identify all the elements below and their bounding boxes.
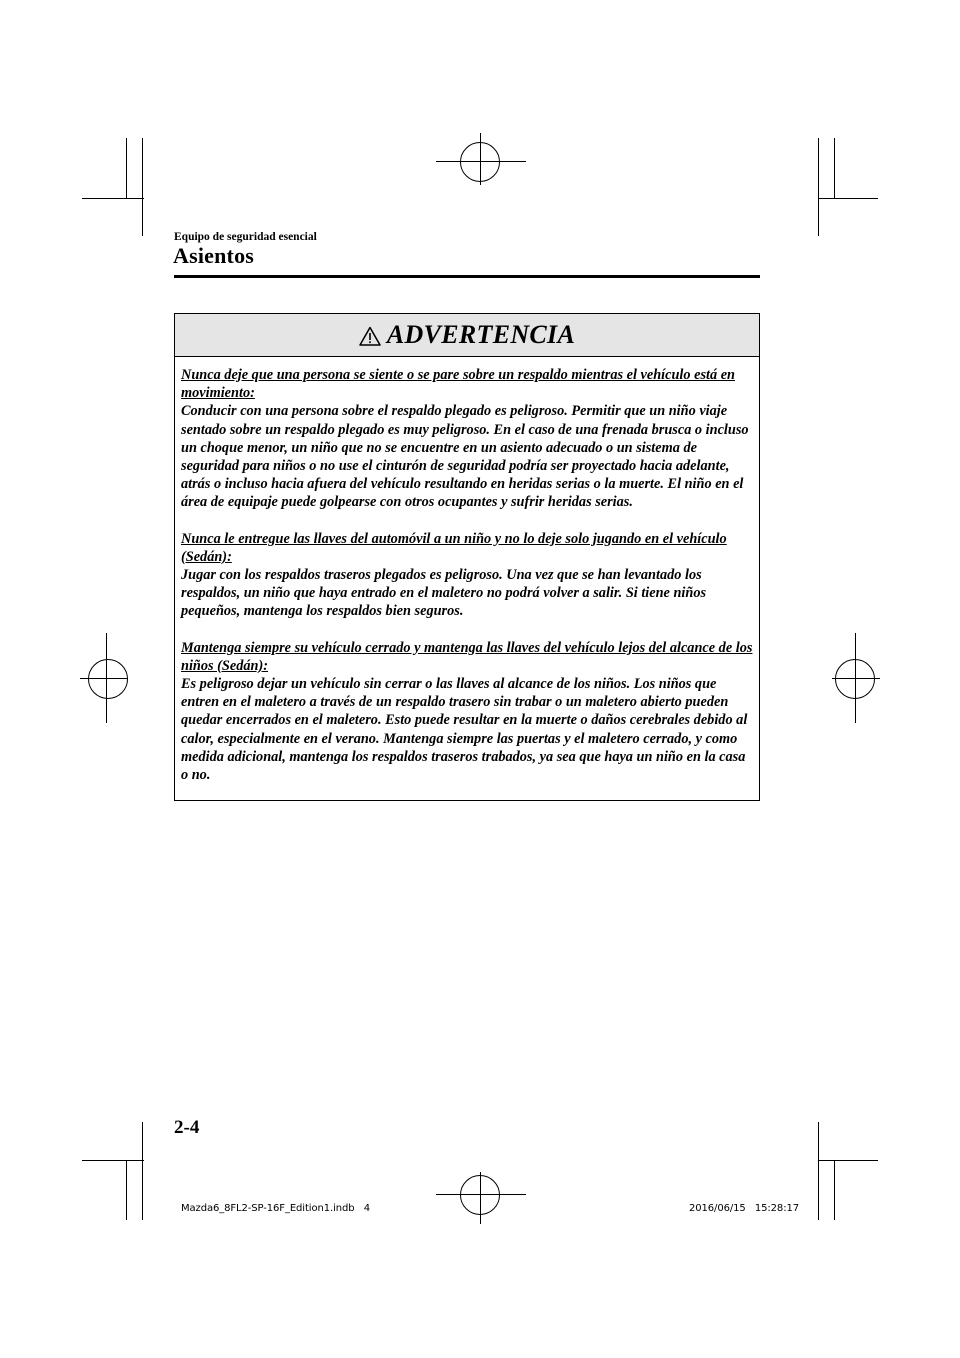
crop-mark [126,138,127,198]
warning-paragraph-heading: Nunca deje que una persona se siente o se pare sobre un respaldo mientras el vehículo está en movimiento: [181,367,736,402]
crop-mark [480,133,481,185]
crop-mark [818,198,878,199]
crop-mark [142,1122,143,1220]
warning-paragraph [181,530,755,621]
warning-paragraph [181,366,755,512]
title-divider [174,275,760,278]
page-number: 2-4 [174,1117,200,1138]
crop-mark [126,1160,127,1220]
warning-paragraph-heading: Nunca le entregue las llaves del automóvil a un niño y no lo deje solo jugando en el vehículo (Sedán): [181,530,727,565]
crop-mark [818,1160,878,1161]
warning-header [175,314,759,357]
crop-mark [855,633,856,723]
warning-paragraph-text: Jugar con los respaldos traseros plegados es peligroso. Una vez que se han levantado los respaldos, un niño que haya entrado en el maletero no podrá volver a salir. Si tiene niños pequeños, mantenga los respaldos bien seguros. [181,567,707,620]
crop-mark [80,678,128,679]
warning-paragraph-text: Conducir con una persona sobre el respaldo plegado es peligroso. Permitir que un niño viaje sentado sobre un respaldo plegado es muy peligroso. En el caso de una frenada brusca o incluso un choque menor, un niño que no se encuentre en un asiento adecuado o un sistema de seguridad para niños o no use el cinturón de seguridad podría ser proyectado hacia adelante, atrás o incluso hacia afuera del vehículo resultando en heridas serias o la muerte. El niño en el área de equipaje puede golpearse con otros ocupantes y sufrir heridas serias. [181,403,749,511]
crop-mark [82,1160,144,1161]
footer-file-info: Mazda6_8FL2-SP-16F_Edition1.indb 4 [181,1203,370,1214]
crop-mark [818,1122,819,1220]
warning-title: ADVERTENCIA [386,320,576,349]
warning-paragraph-heading: Mantenga siempre su vehículo cerrado y mantenga las llaves del vehículo lejos del alcance de los niños (Sedán): [181,639,753,674]
footer-timestamp: 2016/06/15 15:28:17 [689,1203,799,1214]
warning-paragraph [181,639,755,785]
warning-box [174,313,760,801]
warning-triangle-icon [359,326,381,346]
crop-mark [142,138,143,236]
page-title: Asientos [173,243,255,268]
warning-paragraph-text: Es peligroso dejar un vehículo sin cerrar o las llaves al alcance de los niños. Los niños que entren en el maletero a través de un respaldo trasero sin trabar o un maletero abierto pueden quedar encerrados en el maletero. Esto puede resultar en la muerte o daños cerebrales debido al calor, especialmente en el verano. Mantenga siempre las puertas y el maletero cerrado, y como medida adicional, mantenga los respaldos traseros trabados, ya sea que haya un niño en la casa o no. [181,676,748,784]
section-label: Equipo de seguridad esencial [174,231,317,243]
crop-mark [818,138,819,236]
crop-mark [82,198,144,199]
crop-mark [834,1160,835,1220]
crop-mark [834,138,835,198]
warning-body [181,366,755,802]
crop-mark [480,1172,481,1224]
crop-mark [106,633,107,723]
